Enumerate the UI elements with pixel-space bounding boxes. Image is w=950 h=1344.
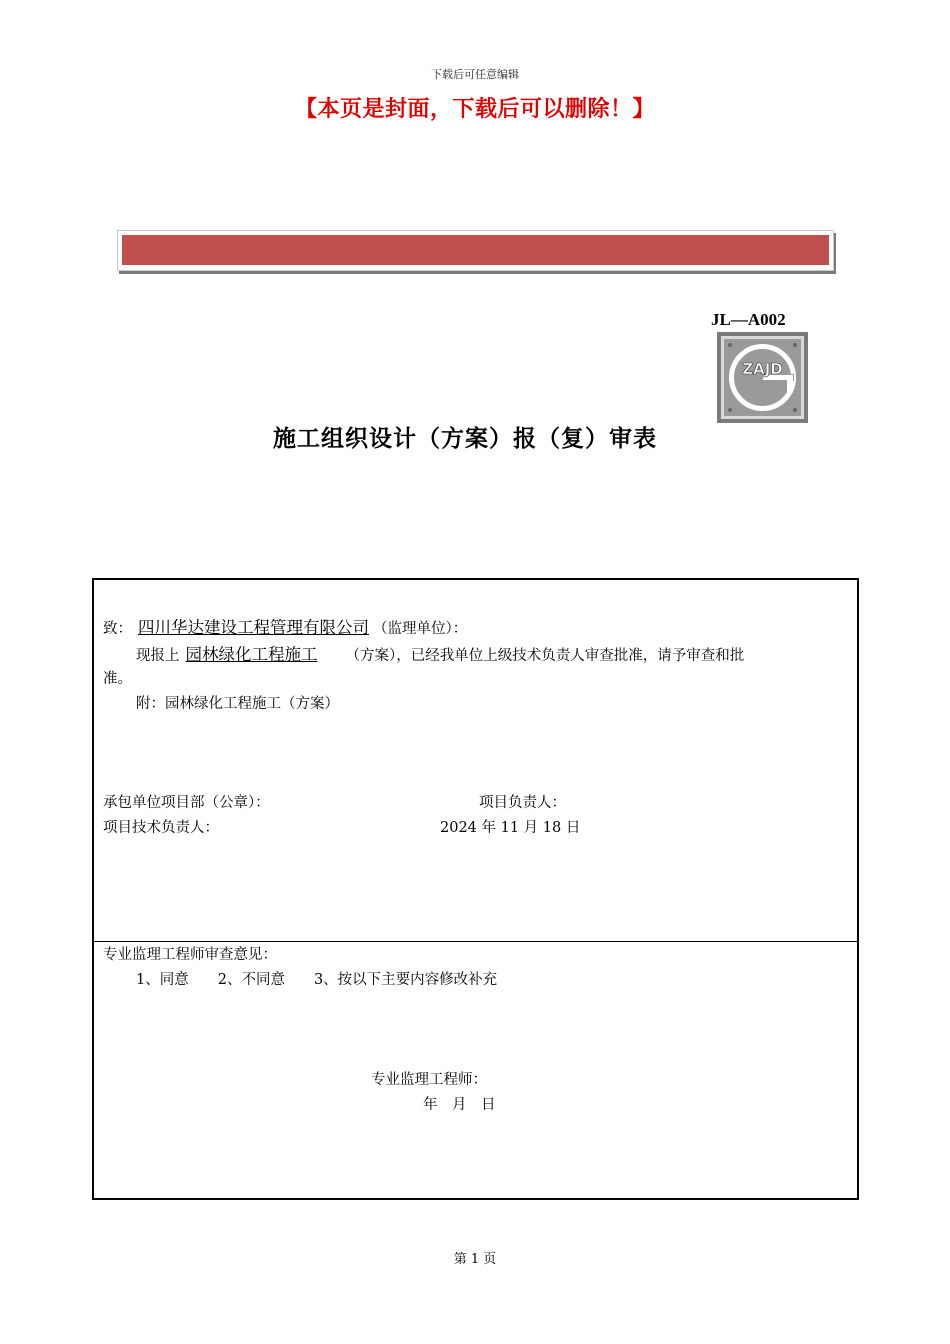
to-suffix: （监理单位）： <box>373 621 468 637</box>
report-prefix: 现报上 <box>136 648 180 664</box>
project-manager-label: 项目负责人： <box>479 795 566 811</box>
report-wrap: 准。 <box>103 671 132 687</box>
review-date-label: 年 月 日 <box>423 1097 496 1113</box>
contractor-label: 承包单位项目部（公章）： <box>103 795 270 811</box>
review-options: 1、同意 2、不同意 3、按以下主要内容修改补充 <box>136 972 498 988</box>
report-suffix: （方案），已经我单位上级技术负责人审查批准，请予审查和批 <box>345 648 745 664</box>
cover-notice: 【本页是封面，下载后可以删除！】 <box>294 97 655 122</box>
submission-date: 2024 年 11 月 18 日 <box>440 820 581 836</box>
to-prefix: 致： <box>103 621 132 637</box>
decorative-banner <box>117 230 834 271</box>
attachment-line: 附：园林绿化工程施工（方案） <box>136 696 339 712</box>
addressee-line <box>103 618 467 639</box>
form-code: JL—A002 <box>711 310 786 329</box>
zajd-logo <box>717 332 808 423</box>
engineer-label: 专业监理工程师： <box>371 1072 487 1088</box>
supervision-company: 四川华达建设工程管理有限公司 <box>138 618 369 637</box>
tech-manager-label: 项目技术负责人： <box>103 820 219 836</box>
report-line <box>136 645 744 666</box>
banner-fill <box>122 235 829 265</box>
review-label: 专业监理工程师审查意见： <box>103 947 277 963</box>
logo-text: ZAJD <box>742 360 783 378</box>
section-divider <box>92 941 859 942</box>
report-project: 园林绿化工程施工 <box>185 645 318 664</box>
document-title: 施工组织设计（方案）报（复）审表 <box>273 426 657 452</box>
logo-graphic <box>717 332 808 423</box>
page-number: 第 1 页 <box>453 1252 497 1267</box>
top-note: 下载后可任意编辑 <box>431 68 519 81</box>
